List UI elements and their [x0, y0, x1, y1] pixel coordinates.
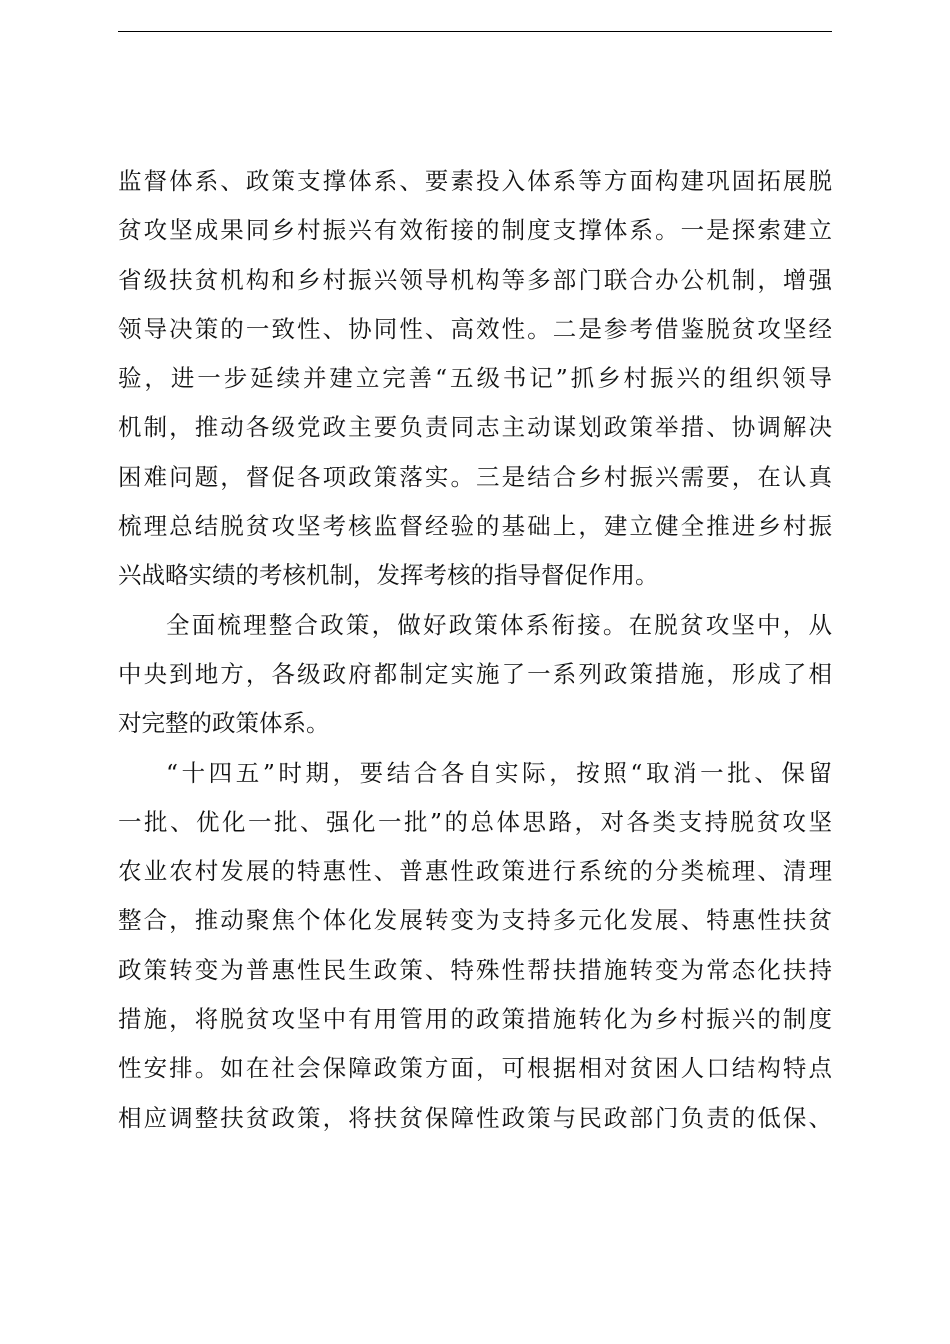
document-body: [118, 157, 832, 1143]
paragraph-3-line-3: 农业农村发展的特惠性、普惠性政策进行系统的分类梳理、清理: [118, 857, 832, 886]
paragraph-3-line-4: 整合，推动聚焦个体化发展转变为支持多元化发展、特惠性扶贫: [118, 906, 832, 935]
paragraph-1-line-2: 贫攻坚成果同乡村振兴有效衔接的制度支撑体系。一是探索建立: [118, 216, 832, 245]
paragraph-1-line-3: 省级扶贫机构和乡村振兴领导机构等多部门联合办公机制，增强: [118, 265, 832, 294]
paragraph-3-line-1: “十四五”时期，要结合各自实际，按照“取消一批、保留: [166, 758, 832, 787]
paragraph-3-line-6: 措施，将脱贫攻坚中有用管用的政策措施转化为乡村振兴的制度: [118, 1005, 832, 1034]
paragraph-2-line-2: 中央到地方，各级政府都制定实施了一系列政策措施，形成了相: [118, 659, 832, 688]
paragraph-2-line-3: 对完整的政策体系。: [118, 709, 330, 738]
paragraph-3-line-7: 性安排。如在社会保障政策方面，可根据相对贫困人口结构特点: [118, 1054, 832, 1083]
paragraph-1-line-8: 梳理总结脱贫攻坚考核监督经验的基础上，建立健全推进乡村振: [118, 512, 832, 541]
paragraph-1-line-6: 机制，推动各级党政主要负责同志主动谋划政策举措、协调解决: [118, 413, 832, 442]
paragraph-1-line-4: 领导决策的一致性、协同性、高效性。二是参考借鉴脱贫攻坚经: [118, 314, 832, 343]
paragraph-2-line-1: 全面梳理整合政策，做好政策体系衔接。在脱贫攻坚中，从: [166, 610, 832, 639]
header-rule: [118, 31, 832, 32]
paragraph-3-line-2: 一批、优化一批、强化一批”的总体思路，对各类支持脱贫攻坚: [118, 807, 832, 836]
paragraph-1-line-1: 监督体系、政策支撑体系、要素投入体系等方面构建巩固拓展脱: [118, 167, 832, 195]
paragraph-1-line-5: 验，进一步延续并建立完善“五级书记”抓乡村振兴的组织领导: [118, 364, 832, 393]
paragraph-1-line-9: 兴战略实绩的考核机制，发挥考核的指导督促作用。: [118, 561, 659, 590]
paragraph-1-line-7: 困难问题，督促各项政策落实。三是结合乡村振兴需要，在认真: [118, 462, 832, 491]
paragraph-3-line-8: 相应调整扶贫政策，将扶贫保障性政策与民政部门负责的低保、: [118, 1103, 832, 1132]
paragraph-3-line-5: 政策转变为普惠性民生政策、特殊性帮扶措施转变为常态化扶持: [118, 955, 832, 984]
